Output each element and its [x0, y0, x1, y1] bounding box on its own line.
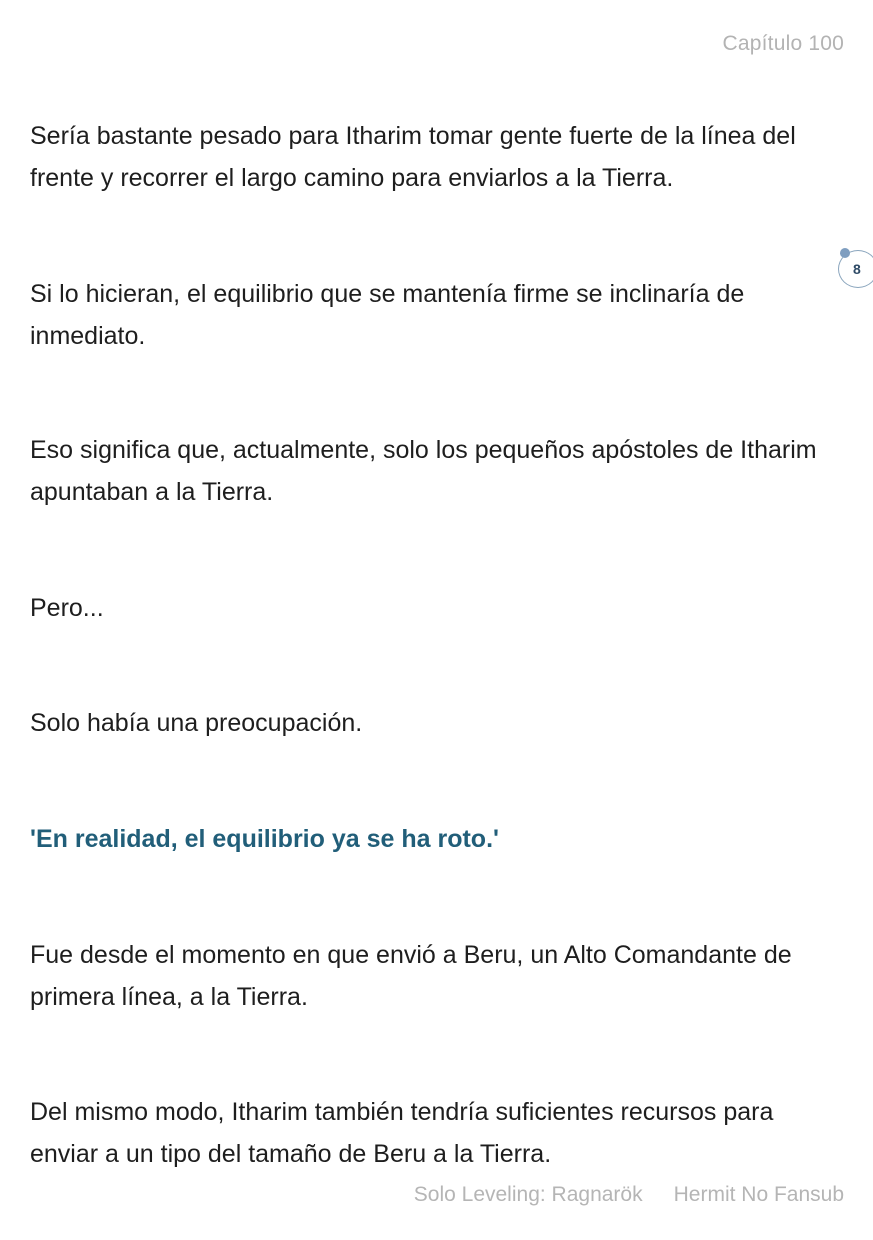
comment-count: 8	[853, 261, 861, 277]
paragraph: Sería bastante pesado para Itharim tomar gente fuerte de la línea del frente y recorrer el largo camino para enviarlos a la Tierra.	[30, 122, 796, 192]
paragraph: Eso significa que, actualmente, solo los pequeños apóstoles de Itharim apuntaban a la Tierra.	[30, 436, 817, 506]
translator-credit: Hermit No Fansub	[673, 1183, 844, 1206]
paragraph: Solo había una preocupación.	[30, 709, 363, 737]
paragraph: Fue desde el momento en que envió a Beru, un Alto Comandante de primera línea, a la Tierra.	[30, 941, 792, 1011]
paragraph: Si lo hicieran, el equilibrio que se mantenía firme se inclinaría de inmediato.	[30, 280, 745, 350]
page-footer	[414, 1183, 844, 1207]
chapter-header: Capítulo 100	[722, 32, 844, 55]
paragraph: Del mismo modo, Itharim también tendría suficientes recursos para enviar a un tipo del tamaño de Beru a la Tierra.	[30, 1098, 774, 1168]
novel-title: Solo Leveling: Ragnarök	[413, 1183, 643, 1206]
comment-indicator-dot-icon	[840, 248, 850, 258]
inner-thought-paragraph: 'En realidad, el equilibrio ya se ha roto.'	[30, 825, 499, 853]
paragraph: Pero...	[30, 594, 104, 622]
